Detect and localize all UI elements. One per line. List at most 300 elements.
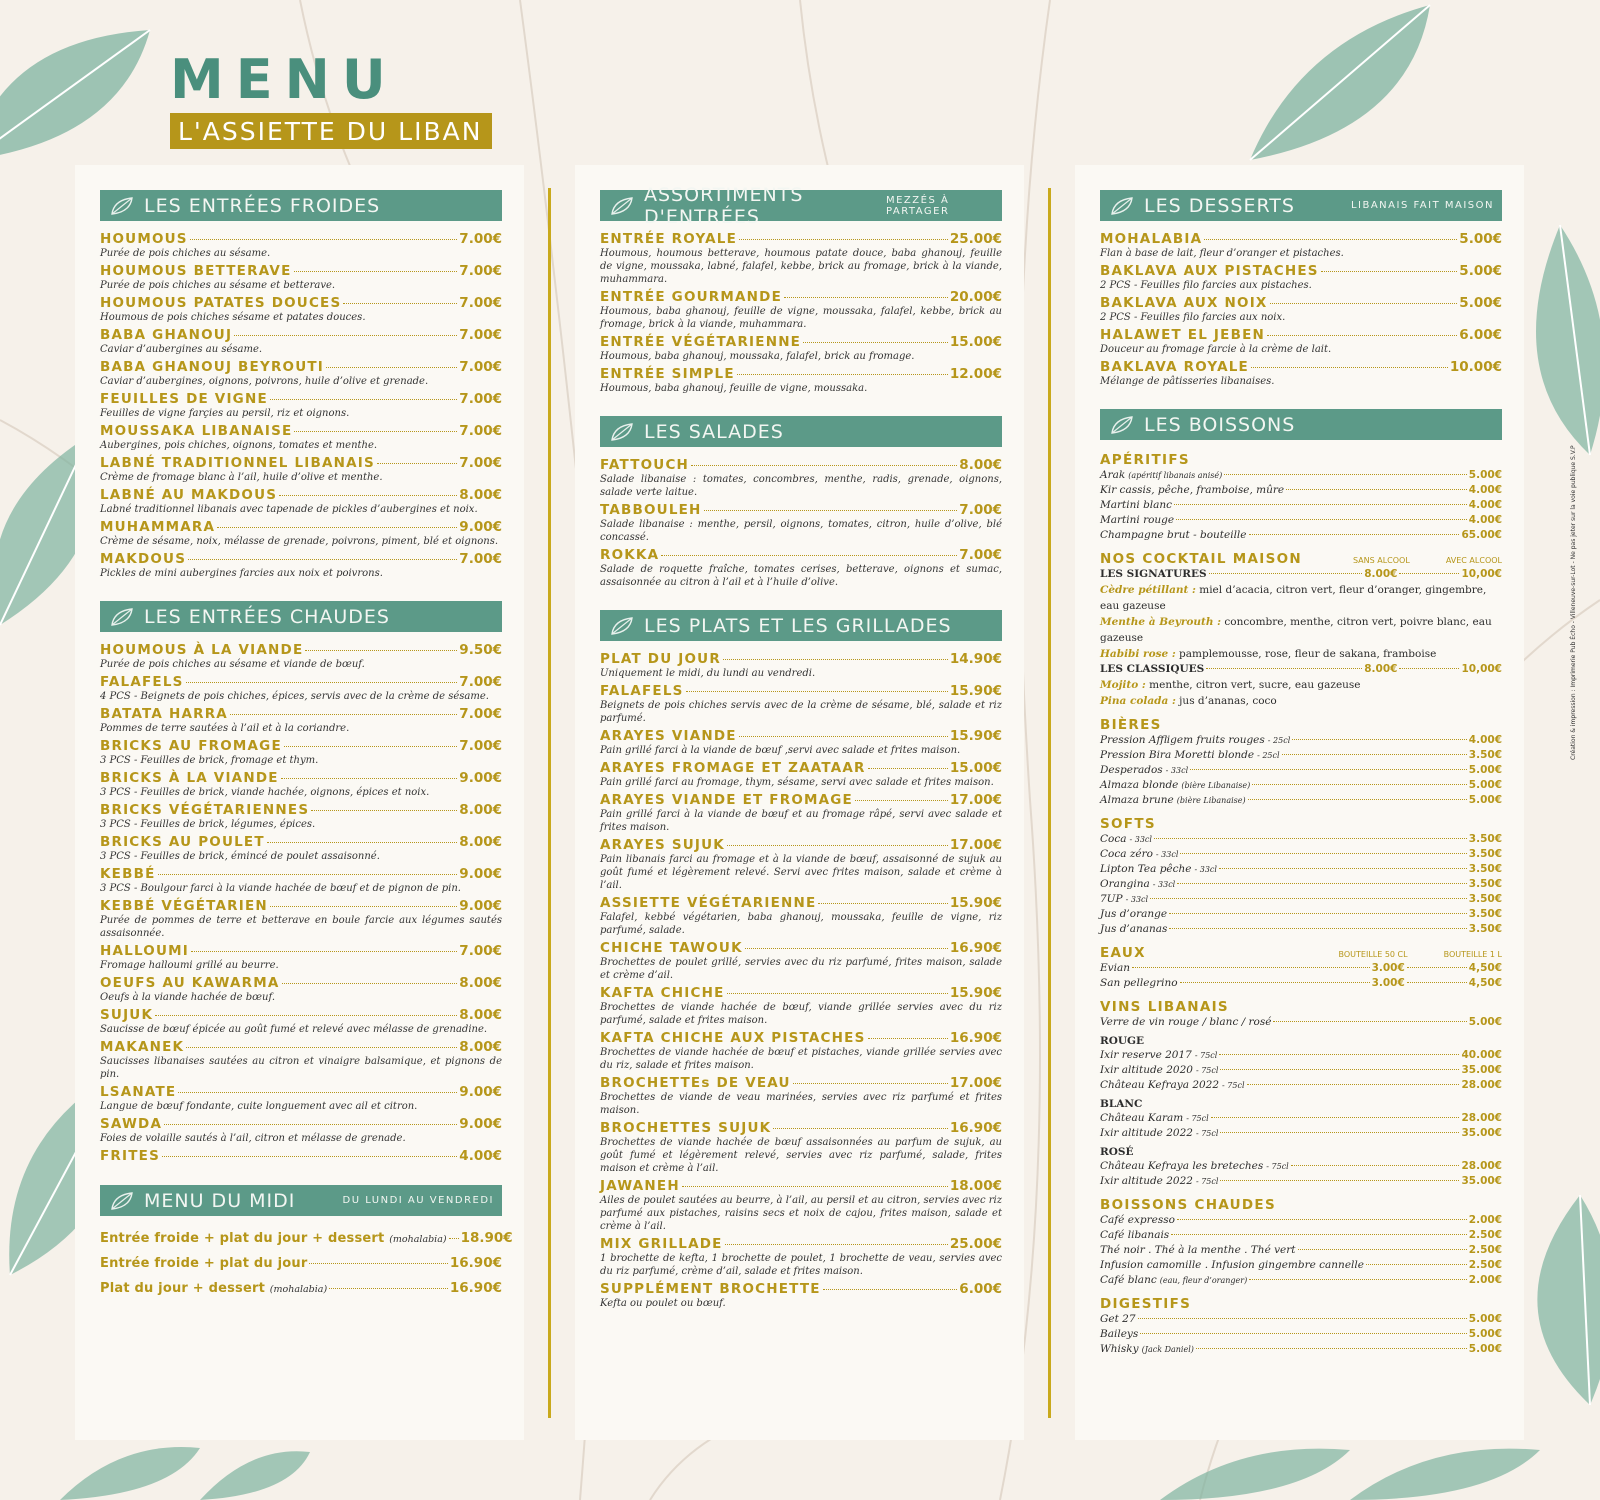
drinks-heading-title: NOS COCKTAIL MAISON: [1100, 551, 1302, 567]
item-description: 1 brochette de kefta, 1 brochette de poulet, 1 brochette de veau, servies avec du riz parfumé, crème d’ail, salade et frites maison.: [600, 1253, 1002, 1277]
item-row: [600, 837, 1002, 853]
dot-leader: [155, 1015, 457, 1016]
item-row: [100, 770, 502, 786]
wine-subheading: BLANC: [1100, 1098, 1143, 1110]
dot-leader: [1273, 1021, 1466, 1022]
drink-row: [1100, 907, 1502, 922]
item-description: Caviar d’aubergines, oignons, poivrons, huile d’olive et grenade.: [100, 376, 429, 387]
dot-leader: [377, 463, 457, 464]
drink-price: 2.00€: [1468, 1274, 1502, 1286]
item-name: OEUFS AU KAWARMA: [100, 975, 280, 991]
drink-name: Champagne brut - bouteille: [1100, 529, 1247, 541]
item-price: 7.00€: [459, 391, 502, 407]
dot-leader: [329, 1288, 448, 1289]
dot-leader: [1407, 967, 1467, 968]
drink-volume: - 75cl: [1194, 1051, 1218, 1060]
leaf-icon: [610, 422, 634, 442]
drink-volume: - 75cl: [1222, 1081, 1245, 1090]
menu-item: [600, 683, 1002, 725]
drink-name: Ixir reserve 2017: [1100, 1049, 1192, 1061]
menu-item: [600, 1030, 1002, 1072]
item-price: 7.00€: [459, 943, 502, 959]
drink-price: 5.00€: [1468, 469, 1502, 481]
leaf-icon: [610, 196, 634, 216]
menu-item: [600, 895, 1002, 937]
menu-item: [100, 327, 502, 356]
item-description: Beignets de pois chiches servis avec de la crème de sésame, blé, salade et riz parfumé.: [600, 700, 1002, 724]
item-row: [100, 1280, 502, 1296]
item-name: BRICKS AU FROMAGE: [100, 738, 282, 754]
item-price: 18.90€: [460, 1230, 513, 1246]
item-price: 8.00€: [459, 834, 502, 850]
menu-item: [600, 1075, 1002, 1117]
item-name: JAWANEH: [600, 1178, 680, 1194]
drink-volume: - 75cl: [1195, 1066, 1219, 1075]
item-name: HALAWET EL JEBEN: [1100, 327, 1265, 343]
item-name: BATATA HARRA: [100, 706, 228, 722]
drink-price: 35.00€: [1461, 1175, 1502, 1187]
dot-leader: [1366, 1264, 1467, 1265]
drink-row: [1100, 862, 1502, 877]
dot-leader: [1248, 799, 1467, 800]
dot-leader: [158, 874, 458, 875]
drink-row: [1100, 1126, 1502, 1141]
section-note: LIBANAIS FAIT MAISON: [1350, 200, 1494, 211]
dot-leader: [1177, 1219, 1467, 1220]
column-label: BOUTEILLE 50 CL: [1338, 950, 1408, 959]
menu-item: [100, 1230, 513, 1246]
section-title: LES DESSERTS: [1144, 194, 1295, 217]
item-price: 5.00€: [1459, 263, 1502, 279]
section-entrees-chaudes: [100, 601, 502, 1164]
item-price: 15.90€: [949, 683, 1002, 699]
section-banner: [100, 1185, 502, 1216]
leaf-icon: [1240, 0, 1440, 165]
dot-leader: [1291, 1165, 1460, 1166]
drink-row: [1100, 733, 1502, 748]
drink-price: 8.00€: [1364, 663, 1398, 675]
menu-item: [600, 651, 1002, 680]
menu-item: [600, 502, 1002, 544]
drinks-heading: [1100, 945, 1502, 961]
dot-leader: [186, 682, 458, 683]
drink-volume: (bière Libanaise): [1181, 781, 1251, 790]
item-price: 9.00€: [459, 866, 502, 882]
item-price: 8.00€: [459, 975, 502, 991]
item-description: Oeufs à la viande hachée de bœuf.: [100, 992, 276, 1003]
drink-name: Almaza blonde: [1100, 779, 1179, 791]
column-divider: [1048, 188, 1051, 1418]
item-row: [600, 231, 1002, 247]
drink-price: 2.00€: [1468, 1214, 1502, 1226]
dot-leader: [784, 297, 948, 298]
menu-item: [600, 334, 1002, 363]
item-row: [600, 1178, 1002, 1194]
item-description: Purée de pois chiches au sésame et viande de bœuf.: [100, 659, 365, 670]
item-price: 9.00€: [459, 1084, 502, 1100]
cocktail-item: [1100, 614, 1502, 646]
item-row: [600, 683, 1002, 699]
drink-name: Café libanais: [1100, 1229, 1170, 1241]
item-list: [600, 221, 1002, 395]
drink-name: Martini rouge: [1100, 514, 1175, 526]
dot-leader: [737, 374, 948, 375]
drink-name: Get 27: [1100, 1313, 1136, 1325]
item-price: 6.00€: [1459, 327, 1502, 343]
item-description: Pickles de mini aubergines farcies aux noix et poivrons.: [100, 568, 383, 579]
item-name: ARAYES VIANDE ET FROMAGE: [600, 792, 853, 808]
section-boissons: [1100, 409, 1502, 1357]
item-name: ENTRÉE GOURMANDE: [600, 289, 782, 305]
dot-leader: [793, 1083, 948, 1084]
menu-item: [100, 866, 502, 895]
drink-price: 3.50€: [1468, 893, 1502, 905]
menu-item: [100, 1007, 502, 1036]
cocktail-name: Cèdre pétillant :: [1100, 584, 1196, 596]
section-title: LES BOISSONS: [1144, 413, 1296, 436]
section-plats: [600, 610, 1002, 1310]
item-row: [1100, 231, 1502, 247]
drink-row: [1100, 1078, 1502, 1093]
item-list: [100, 221, 502, 580]
drink-name: Lipton Tea pêche: [1100, 863, 1192, 875]
item-row: [600, 1030, 1002, 1046]
item-price: 7.00€: [959, 547, 1002, 563]
menu-item: [600, 1178, 1002, 1233]
drink-price: 3.50€: [1468, 863, 1502, 875]
dot-leader: [1206, 668, 1362, 669]
item-price: 7.00€: [459, 295, 502, 311]
leaf-icon: [0, 20, 160, 180]
drink-name: Infusion camomille . Infusion gingembre cannelle: [1100, 1259, 1364, 1271]
dot-leader: [745, 948, 948, 949]
dot-leader: [1177, 883, 1467, 884]
item-description: Foies de volaille sautés à l’ail, citron et mélasse de grenade.: [100, 1133, 406, 1144]
item-row: [600, 366, 1002, 382]
item-description: Salade libanaise : menthe, persil, oignons, tomates, citron, huile d’olive, blé concassé.: [600, 519, 1002, 543]
dot-leader: [1174, 504, 1467, 505]
dot-leader: [691, 465, 957, 466]
drink-row: [1100, 1312, 1502, 1327]
drink-volume: - 75cl: [1186, 1114, 1209, 1123]
drink-price: 28.00€: [1461, 1079, 1502, 1091]
drink-name: Château Kefraya 2022: [1100, 1079, 1220, 1091]
item-name: BAKLAVA ROYALE: [1100, 359, 1249, 375]
item-price: 7.00€: [459, 359, 502, 375]
menu-item: [100, 642, 502, 671]
item-description: Brochettes de viande hachée de bœuf et pistaches, viande grillée servies avec du riz, salade et frites maison.: [600, 1047, 1002, 1071]
drink-price: 35.00€: [1461, 1064, 1502, 1076]
leaf-icon: [110, 607, 134, 627]
dot-leader: [178, 1092, 457, 1093]
drink-row: [1100, 567, 1502, 582]
drink-name: 7UP: [1100, 893, 1123, 905]
item-row: [600, 457, 1002, 473]
drink-volume: - 33cl: [1194, 865, 1217, 874]
item-description: 2 PCS - Feuilles filo farcies aux pistaches.: [1100, 280, 1312, 291]
menu-item: [100, 898, 502, 940]
item-row: [600, 1120, 1002, 1136]
drink-row: [1100, 892, 1502, 907]
item-price: 10.00€: [1449, 359, 1502, 375]
item-list: [100, 632, 502, 1164]
drink-price: 4.00€: [1468, 734, 1502, 746]
item-row: [100, 866, 502, 882]
item-list: [600, 447, 1002, 589]
item-description: Purée de pois chiches au sésame et betterave.: [100, 280, 336, 291]
item-price: 7.00€: [459, 263, 502, 279]
section-desserts: [1100, 190, 1502, 388]
dot-leader: [723, 659, 948, 660]
drink-price: 5.00€: [1468, 794, 1502, 806]
item-name: BABA GHANOUJ: [100, 327, 233, 343]
menu-title: MENU: [170, 48, 398, 111]
drink-price: 3.50€: [1468, 923, 1502, 935]
menu-item: [1100, 231, 1502, 260]
item-row: [1100, 263, 1502, 279]
menu-item: [100, 1039, 502, 1081]
menu-item: [100, 519, 502, 548]
item-row: [1100, 295, 1502, 311]
item-row: [600, 547, 1002, 563]
item-label: Entrée froide + plat du jour + dessert: [100, 1231, 385, 1246]
item-description: 3 PCS - Boulgour farci à la viande hachée de bœuf et de pignon de pin.: [100, 883, 461, 894]
section-banner: [100, 190, 502, 221]
dot-leader: [1224, 474, 1467, 475]
drinks-heading-title: BIÈRES: [1100, 717, 1162, 733]
drink-volume: - 33cl: [1165, 766, 1189, 775]
drink-row: [1100, 1174, 1502, 1189]
item-name: FATTOUCH: [600, 457, 690, 473]
item-price: 7.00€: [459, 423, 502, 439]
drink-price: 8.00€: [1364, 568, 1398, 580]
dot-leader: [294, 431, 457, 432]
item-description: Aubergines, pois chiches, oignons, tomates et menthe.: [100, 440, 378, 451]
item-row: [100, 943, 502, 959]
item-price: 9.00€: [459, 519, 502, 535]
item-row: [600, 1281, 1002, 1297]
item-description: Saucisses libanaises sautées au citron et vinaigre balsamique, et pignons de pin.: [100, 1056, 502, 1080]
menu-item: [100, 391, 502, 420]
menu-item: [1100, 359, 1502, 388]
item-name: KEBBÉ VÉGÉTARIEN: [100, 898, 268, 914]
item-name: FEUILLES DE VIGNE: [100, 391, 268, 407]
section-title: ASSORTIMENTS D'ENTRÉES: [644, 183, 804, 228]
dot-leader: [1286, 489, 1467, 490]
item-description: 2 PCS - Feuilles filo farcies aux noix.: [1100, 312, 1286, 323]
dot-leader: [186, 1047, 457, 1048]
item-price: 17.00€: [949, 1075, 1002, 1091]
restaurant-name: L'ASSIETTE DU LIBAN: [170, 113, 492, 149]
item-row: [100, 1007, 502, 1023]
menu-item: [100, 455, 502, 484]
item-price: 18.00€: [949, 1178, 1002, 1194]
item-row: [600, 502, 1002, 518]
dot-leader: [725, 1244, 948, 1245]
menu-item: [100, 770, 502, 799]
drink-row: [1100, 763, 1502, 778]
section-banner: [600, 183, 1002, 228]
drink-price: 3.50€: [1468, 908, 1502, 920]
drink-name: Ixir altitude 2022: [1100, 1127, 1193, 1139]
item-price: 8.00€: [459, 487, 502, 503]
cocktail-item: [1100, 677, 1502, 693]
item-description: 3 PCS - Feuilles de brick, fromage et thym.: [100, 755, 319, 766]
dot-leader: [1219, 868, 1467, 869]
item-name: MAKDOUS: [100, 551, 187, 567]
item-price: 5.00€: [1459, 231, 1502, 247]
dot-leader: [1292, 739, 1467, 740]
item-price: 8.00€: [459, 802, 502, 818]
dot-leader: [1249, 1279, 1467, 1280]
dot-leader: [1190, 769, 1467, 770]
item-price: 15.90€: [949, 895, 1002, 911]
item-name: FALAFELS: [600, 683, 684, 699]
menu-item: [1100, 295, 1502, 324]
drink-row: [1100, 1258, 1502, 1273]
leaf-icon: [60, 1440, 310, 1500]
item-extra: (mohalabia): [269, 1284, 328, 1295]
drinks-heading-title: APÉRITIFS: [1100, 452, 1190, 468]
item-description: Brochettes de viande hachée de bœuf assaisonnées au parfum de sujuk, au goût fumé et légèrement relevé, servies avec riz parfumé, salade, frites maison et crème à l’ail.: [600, 1137, 1002, 1174]
drink-name: Jus d’orange: [1100, 908, 1168, 920]
item-description: Salade libanaise : tomates, concombres, menthe, radis, grenade, oignons, salade verte laitue.: [600, 474, 1002, 498]
dot-leader: [1219, 1054, 1459, 1055]
dot-leader: [682, 1186, 948, 1187]
drink-volume: - 33cl: [1129, 835, 1152, 844]
drink-name: Pression Affligem fruits rouges: [1100, 734, 1265, 746]
drink-row: [1100, 513, 1502, 528]
dot-leader: [1399, 668, 1459, 669]
column-label: SANS ALCOOL: [1352, 556, 1410, 565]
drink-row: [1100, 1327, 1502, 1342]
drink-volume: - 33cl: [1152, 880, 1176, 889]
item-row: [600, 1075, 1002, 1091]
item-name: FALAFELS: [100, 674, 184, 690]
drink-name: Ixir altitude 2022: [1100, 1175, 1193, 1187]
dot-leader: [704, 510, 958, 511]
menu-item: [100, 674, 502, 703]
printer-credit: Création & impression : Imprimerie Pub Écho - Villeneuve-sur-Lot - Ne pas jeter sur la voie publique S.V.P: [1570, 445, 1577, 760]
menu-item: [600, 940, 1002, 982]
column-left: [100, 190, 513, 1317]
item-name: MUHAMMARA: [100, 519, 216, 535]
drink-name: Almaza brune: [1100, 794, 1174, 806]
drink-price: 2.50€: [1468, 1259, 1502, 1271]
drink-price: 28.00€: [1461, 1160, 1502, 1172]
item-row: [600, 1236, 1002, 1252]
drinks-heading: [1100, 551, 1502, 567]
item-name: BRICKS VÉGÉTARIENNES: [100, 802, 310, 818]
section-title: LES SALADES: [644, 420, 784, 443]
item-price: 20.00€: [949, 289, 1002, 305]
menu-item: [100, 802, 502, 831]
dot-leader: [1267, 335, 1457, 336]
item-name: [100, 1256, 307, 1271]
item-row: [600, 985, 1002, 1001]
drinks-heading: [1100, 1296, 1502, 1312]
dot-leader: [234, 335, 457, 336]
drink-row: [1100, 922, 1502, 937]
cocktail-ingredients: miel d’acacia, citron vert, fleur d’oranger, gingembre, eau gazeuse: [1100, 584, 1487, 612]
item-name: BROCHETTES SUJUK: [600, 1120, 772, 1136]
dot-leader: [284, 746, 457, 747]
drinks-heading: [1100, 999, 1502, 1015]
drink-price: 4.00€: [1468, 514, 1502, 526]
item-row: [600, 792, 1002, 808]
column-label: AVEC ALCOOL: [1445, 556, 1502, 565]
dot-leader: [217, 527, 457, 528]
dot-leader: [267, 842, 458, 843]
menu-item: [100, 263, 502, 292]
item-row: [100, 1230, 513, 1246]
item-name: MAKANEK: [100, 1039, 185, 1055]
menu-item: [600, 547, 1002, 589]
item-row: [100, 327, 502, 343]
item-name: BAKLAVA AUX NOIX: [1100, 295, 1268, 311]
item-name: HOUMOUS: [100, 231, 188, 247]
drink-price: 5.00€: [1468, 764, 1502, 776]
item-row: [100, 359, 502, 375]
menu-item: [100, 231, 502, 260]
dot-leader: [773, 1128, 948, 1129]
dot-leader: [282, 983, 458, 984]
drinks-heading-title: EAUX: [1100, 945, 1146, 961]
drink-name: Desperados: [1100, 764, 1163, 776]
drinks-heading: [1100, 816, 1502, 832]
dot-leader: [1282, 754, 1467, 755]
dot-leader: [1154, 838, 1467, 839]
item-price: 7.00€: [459, 674, 502, 690]
item-price: 9.50€: [459, 642, 502, 658]
menu-item: [1100, 327, 1502, 356]
item-row: [100, 674, 502, 690]
item-list: [600, 641, 1002, 1310]
dot-leader: [823, 1289, 958, 1290]
drink-price: 5.00€: [1468, 1016, 1502, 1028]
item-name: KAFTA CHICHE: [600, 985, 725, 1001]
dot-leader: [803, 342, 948, 343]
item-description: Ailes de poulet sautées au beurre, à l’ail, au persil et au citron, servies avec riz parfumé aux pistaches, raisins secs et noix de cajou, frites maison, salade et crème à l’ail.: [600, 1195, 1002, 1232]
item-name: MOHALABIA: [1100, 231, 1203, 247]
dot-leader: [1209, 573, 1363, 574]
item-description: Falafel, kebbé végétarien, baba ghanouj, moussaka, feuille de vigne, riz parfumé, salade.: [600, 912, 1002, 936]
drink-price: 3.00€: [1371, 977, 1405, 989]
cocktail-item: [1100, 693, 1502, 709]
drink-row: [1100, 1159, 1502, 1174]
drink-row: [1100, 847, 1502, 862]
drink-row: [1100, 1243, 1502, 1258]
menu-item: [600, 231, 1002, 286]
section-assortiments: [600, 183, 1002, 395]
section-banner: [1100, 409, 1502, 440]
dot-leader: [188, 559, 457, 560]
item-list: [100, 1216, 513, 1296]
item-row: [100, 834, 502, 850]
drink-name: Coca: [1100, 833, 1127, 845]
menu-item: [100, 706, 502, 735]
item-description: Brochettes de viande de veau marinées, servies avec riz parfumé et frites maison.: [600, 1092, 1002, 1116]
menu-item: [100, 1148, 502, 1164]
item-description: Crème de sésame, noix, mélasse de grenade, poivrons, piment, blé et oignons.: [100, 536, 499, 547]
leaf-icon: [110, 1191, 134, 1211]
drink-name: Ixir altitude 2020: [1100, 1064, 1193, 1076]
item-price: 17.00€: [949, 792, 1002, 808]
item-extra: (mohalabia): [389, 1234, 447, 1245]
drink-row: [1100, 1015, 1502, 1030]
drink-row: [1100, 1111, 1502, 1126]
drink-price: 4,50€: [1468, 977, 1502, 989]
